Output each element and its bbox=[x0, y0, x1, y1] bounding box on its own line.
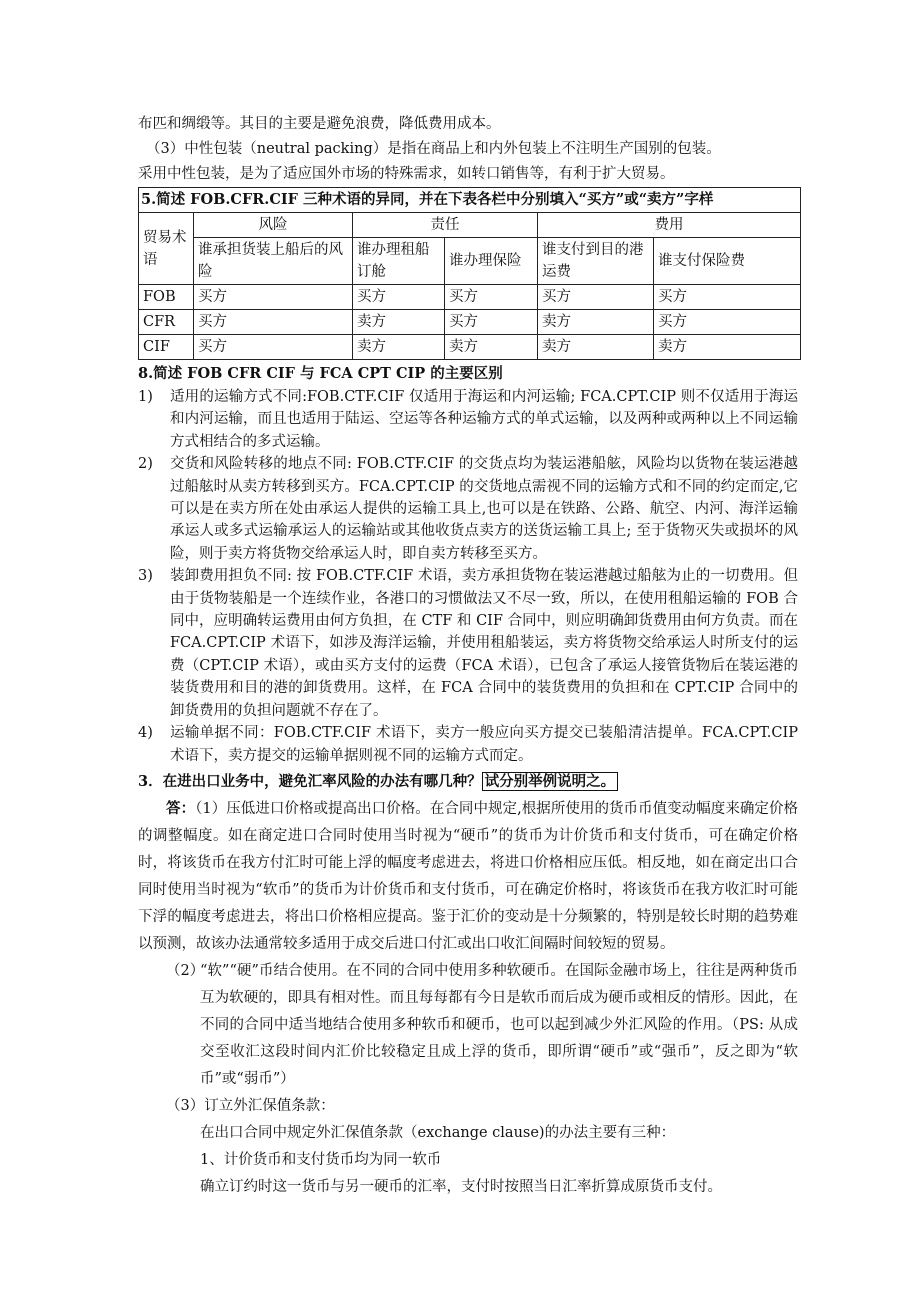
trade-terms-table bbox=[138, 187, 801, 360]
cell-ship: 卖方 bbox=[353, 335, 445, 360]
cell-risk: 买方 bbox=[194, 285, 353, 310]
list-item bbox=[138, 386, 798, 453]
table-sub-header-row bbox=[139, 238, 801, 285]
table-title: 5.简述 FOB.CFR.CIF 三种术语的异同，并在下表各栏中分别填入“买方”或“卖方”字样 bbox=[139, 188, 801, 213]
answer-3-label: （3）订立外汇保值条款： bbox=[166, 1097, 335, 1114]
header-sub-risk: 谁承担货装上船后的风险 bbox=[194, 238, 353, 285]
cell-insure: 卖方 bbox=[445, 335, 538, 360]
list-item-number: 1) bbox=[138, 389, 153, 405]
answer-3-line-3: 确立订约时这一货币与另一硬币的汇率，支付时按照当日汇率折算成原货币支付。 bbox=[200, 1178, 722, 1195]
list-item bbox=[138, 722, 798, 767]
list-item-text: 交货和风险转移的地点不同: FOB.CTF.CIF 的交货点均为装运港船舷，风险均以货物在装运港越过船舷时从卖方转移到买方。FCA.CPT.CIP 的交货地点需视不同的运输方式和不同的约定而定,它可以是在卖方所在处由承运人提供的运输工具上,也可以是在铁路、公路、航空、内河、海洋运输承运人或多式运输承运人的运输站或其他收货点卖方的送货运输工具上; 至于货物灭失或损坏的风险，则于卖方将货物交给承运人时，即自卖方转移至买方。 bbox=[170, 456, 798, 562]
cell-insure: 买方 bbox=[445, 310, 538, 335]
header-sub-ship: 谁办理租船订舱 bbox=[353, 238, 445, 285]
cell-premium: 买方 bbox=[654, 310, 801, 335]
list-item-number: 2) bbox=[138, 456, 153, 473]
answer-label: 答： bbox=[166, 799, 196, 817]
list-item-number: 4) bbox=[138, 725, 153, 742]
header-group-risk: 风险 bbox=[194, 213, 353, 238]
intro-line-1: 布匹和绸缎等。其目的主要是避免浪费，降低费用成本。 bbox=[138, 116, 501, 132]
cell-ship: 卖方 bbox=[353, 310, 445, 335]
cell-freight: 卖方 bbox=[538, 310, 654, 335]
cell-risk: 买方 bbox=[194, 335, 353, 360]
intro-line-3: 采用中性包装，是为了适应国外市场的特殊需求，如转口销售等，有利于扩大贸易。 bbox=[138, 166, 675, 182]
cell-ship: 买方 bbox=[353, 285, 445, 310]
cell-freight: 卖方 bbox=[538, 335, 654, 360]
question3-heading bbox=[138, 769, 798, 795]
cell-term: FOB bbox=[139, 285, 194, 310]
list-item-text: 适用的运输方式不同:FOB.CTF.CIF 仅适用于海运和内河运输; FCA.CPT.CIP 则不仅适用于海运和内河运输，而且也适用于陆运、空运等各种运输方式的单式运输，以及两种或两种以上不同运输方式相结合的多式运输。 bbox=[170, 389, 798, 450]
table-row bbox=[139, 310, 801, 335]
answer-2-text: “软”“硬”币结合使用。在不同的合同中使用多种软硬币。在国际金融市场上，往往是两种货币互为软硬的，即具有相对性。而且每每都有今日是软币而后成为硬币或相反的情形。因此，在不同的合同中适当地结合使用多种软币和硬币，也可以起到减少外汇风险的作用。（PS: 从成交至收汇这段时间内汇价比较稳定且成上浮的货币，即所谓“硬币”或“强币”，反之即为“软币”或“弱币”） bbox=[200, 962, 798, 1087]
answer-paragraph-2 bbox=[138, 958, 798, 1093]
list-item-number: 3) bbox=[138, 568, 153, 585]
table-row bbox=[139, 285, 801, 310]
header-group-cost: 费用 bbox=[538, 213, 801, 238]
intro-line-2: （3）中性包装（neutral packing）是指在商品上和内外包装上不注明生产国别的包装。 bbox=[146, 141, 721, 157]
cell-premium: 买方 bbox=[654, 285, 801, 310]
cell-premium: 卖方 bbox=[654, 335, 801, 360]
section8-heading: 8.简述 FOB CFR CIF 与 FCA CPT CIP 的主要区别 bbox=[138, 365, 503, 382]
question3-prefix: 3．在进出口业务中，避免汇率风险的办法有哪几种？ bbox=[138, 772, 482, 790]
header-sub-insure: 谁办理保险 bbox=[445, 238, 538, 285]
cell-term: CFR bbox=[139, 310, 194, 335]
answer-text-1: （1）压低进口价格或提高出口价格。在合同中规定,根据所使用的货币币值变动幅度来确定价格的调整幅度。如在商定进口合同时使用当时视为“硬币”的货币为计价货币和支付货币，可在确定价格时，将该货币在我方付汇时可能上浮的幅度考虑进去，将进口价格相应压低。相反地，如在商定出口合同时使用当时视为“软币”的货币为计价货币和支付货币，可在确定价格时，将该货币在我方收汇时可能下浮的幅度考虑进去，将出口价格相应提高。鉴于汇价的变动是十分频繁的，特别是较长时期的趋势难以预测，故该办法通常较多适用于成交后进口付汇或出口收汇间隔时间较短的贸易。 bbox=[138, 800, 799, 952]
cell-freight: 买方 bbox=[538, 285, 654, 310]
list-item bbox=[138, 565, 798, 722]
header-trade-term: 贸易术语 bbox=[139, 213, 194, 285]
table-title-row bbox=[139, 188, 801, 213]
answer-3-line-1: 在出口合同中规定外汇保值条款（exchange clause)的办法主要有三种： bbox=[200, 1124, 676, 1141]
list-item bbox=[138, 453, 798, 565]
table-group-header-row bbox=[139, 213, 801, 238]
answer-paragraph-1 bbox=[138, 795, 798, 958]
cell-term: CIF bbox=[139, 335, 194, 360]
cell-risk: 买方 bbox=[194, 310, 353, 335]
table-row bbox=[139, 335, 801, 360]
answer-3-line-2: 1、计价货币和支付货币均为同一软币 bbox=[200, 1151, 442, 1168]
answer-2-label: （2） bbox=[166, 962, 205, 979]
header-group-duty: 责任 bbox=[353, 213, 538, 238]
list-item-text: 运输单据不同：FOB.CTF.CIF 术语下，卖方一般应向买方提交已装船清洁提单。FCA.CPT.CIP 术语下，卖方提交的运输单据则视不同的运输方式而定。 bbox=[170, 725, 798, 764]
cell-insure: 买方 bbox=[445, 285, 538, 310]
list-item-text: 装卸费用担负不同: 按 FOB.CTF.CIF 术语，卖方承担货物在装运港越过船舷为止的一切费用。但由于货物装船是一个连续作业，各港口的习惯做法又不尽一致，所以，在使用租船运输的 FOB 合同中，应明确转运费用由何方负担，在 CTF 和 CIF 合同中，则应明确卸货费用由何方负责。而在 FCA.CPT.CIP 术语下，如涉及海洋运输，并使用租船装运，卖方将货物交给承运人时所支付的运费（CPT.CIP 术语），或由买方支付的运费（FCA 术语），已包含了承运人接管货物后在装运港的装货费用和目的港的卸货费用。这样，在 FCA 合同中的装货费用的负担和在 CPT.CIP 合同中的卸货费用的负担问题就不存在了。 bbox=[170, 568, 798, 719]
document-page bbox=[138, 112, 798, 1201]
header-sub-freight: 谁支付到目的港运费 bbox=[538, 238, 654, 285]
question3-boxed-text: 试分别举例说明之。 bbox=[482, 772, 619, 791]
header-sub-premium: 谁支付保险费 bbox=[654, 238, 801, 285]
